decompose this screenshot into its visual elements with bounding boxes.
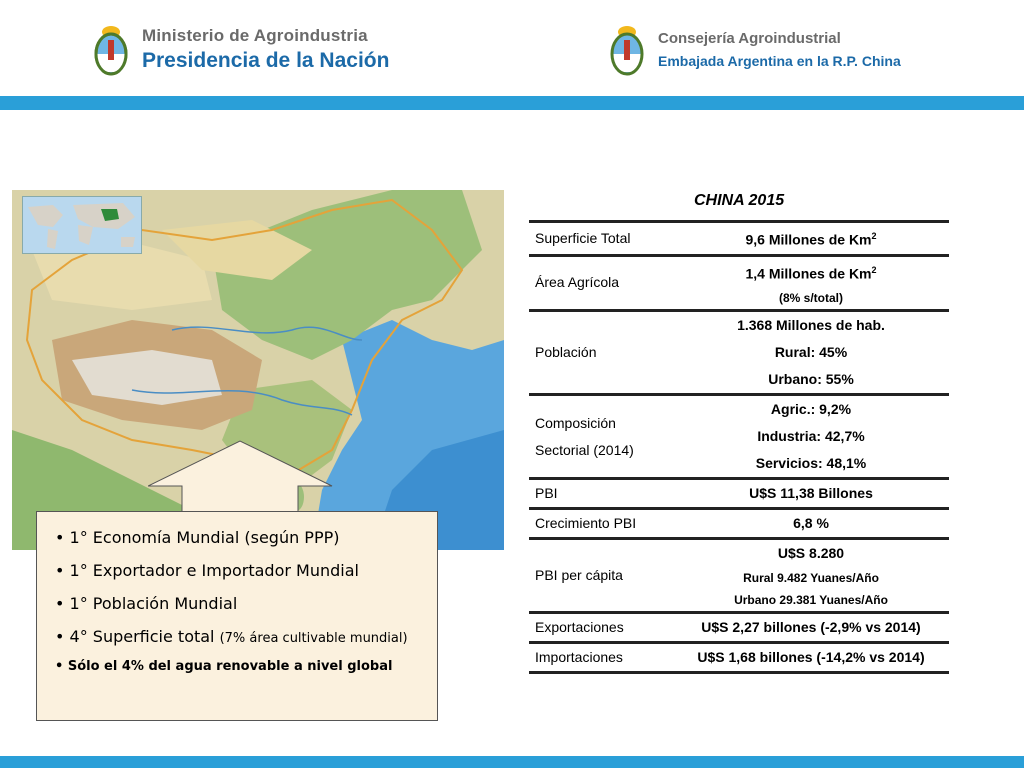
label-line: Composición [535,414,616,431]
label-line: Exportaciones [535,619,624,636]
world-locator-map [22,196,142,254]
value-line [673,223,949,254]
value-text: Industria: 42,7% [757,428,865,445]
superscript: 2 [871,264,877,275]
label-line: Población [535,344,597,361]
label-line: Superficie Total [535,229,631,246]
table-row [529,643,949,673]
superscript: 2 [871,231,877,241]
row-label [529,643,673,673]
footer-band [0,756,1024,768]
row-label [529,613,673,643]
world-map-icon [23,197,141,253]
value-line [673,540,949,567]
value-line [673,312,949,339]
value-text: 1,4 Millones de Km [745,265,872,282]
row-value [673,311,949,395]
value-text: Rural: 45% [774,344,848,361]
value-text: U$S 11,38 Billones [749,485,873,502]
label-line: PBI [535,485,558,502]
row-value [673,395,949,479]
value-text: Rural 9.482 Yuanes/Año [743,571,879,586]
row-value [673,643,949,673]
value-text: 1.368 Millones de hab. [737,317,885,334]
argentina-shield-icon [92,18,130,80]
value-text: U$S 8.280 [777,545,845,562]
value-line [673,423,949,450]
label-line: Área Agrícola [535,274,620,291]
table-row [529,613,949,643]
argentina-shield-icon [608,18,646,80]
value-line [673,396,949,423]
table-row [529,539,949,613]
highlight-population: • 1° Población Mundial [55,594,238,613]
value-text: Servicios: 48,1% [755,455,867,472]
value-text: U$S 1,68 billones (-14,2% vs 2014) [697,649,925,666]
value-line [673,257,949,288]
value-line [673,614,949,641]
row-label [529,539,673,613]
label-line: Crecimiento PBI [535,515,637,532]
row-value [673,539,949,613]
value-text: (8% s/total) [778,291,843,306]
row-value [673,509,949,539]
value-text: Urbano: 55% [768,371,854,388]
row-label [529,311,673,395]
ministry-name: Ministerio de Agroindustria [142,26,368,45]
label-line: Sectorial (2014) [535,441,634,458]
table-row [529,311,949,395]
value-text: 9,6 Millones de Km [745,231,872,248]
presidency-name: Presidencia de la Nación [142,49,390,72]
value-line [673,567,949,589]
table-row [529,509,949,539]
value-text: Agric.: 9,2% [770,401,852,418]
china-stats-table [529,220,949,674]
value-line [673,510,949,537]
consejeria-logo [608,18,901,80]
value-line [673,366,949,393]
table-row [529,255,949,311]
ministerio-logo [92,18,389,80]
china-highlights-callout [36,511,438,721]
header-band [0,96,1024,110]
value-line [673,287,949,309]
table-title: CHINA 2015 [694,192,785,209]
highlight-trade: • 1° Exportador e Importador Mundial [55,561,359,580]
value-text: Urbano 29.381 Yuanes/Año [734,593,888,608]
row-value [673,613,949,643]
highlight-water: • Sólo el 4% del agua renovable a nivel global [55,659,393,674]
row-label [529,479,673,509]
label-line: Importaciones [535,649,623,666]
row-label [529,222,673,256]
value-line [673,450,949,477]
table-row [529,222,949,256]
label-line: PBI per cápita [535,567,623,584]
table-row [529,479,949,509]
callout-pointer [148,440,334,512]
row-value [673,479,949,509]
value-line [673,589,949,611]
highlight-economy: • 1° Economía Mundial (según PPP) [55,528,340,547]
value-text: U$S 2,27 billones (-2,9% vs 2014) [701,619,921,636]
value-line [673,480,949,507]
row-label [529,395,673,479]
value-line [673,339,949,366]
row-value [673,255,949,311]
value-line [673,644,949,671]
consejeria-name: Consejería Agroindustrial [658,29,841,47]
value-text: 6,8 % [793,515,829,532]
table-row [529,395,949,479]
row-label [529,509,673,539]
embassy-name: Embajada Argentina en la R.P. China [658,52,901,69]
row-label [529,255,673,311]
row-value [673,222,949,256]
highlight-surface: • 4° Superficie total (7% área cultivable mundial) [55,627,408,646]
